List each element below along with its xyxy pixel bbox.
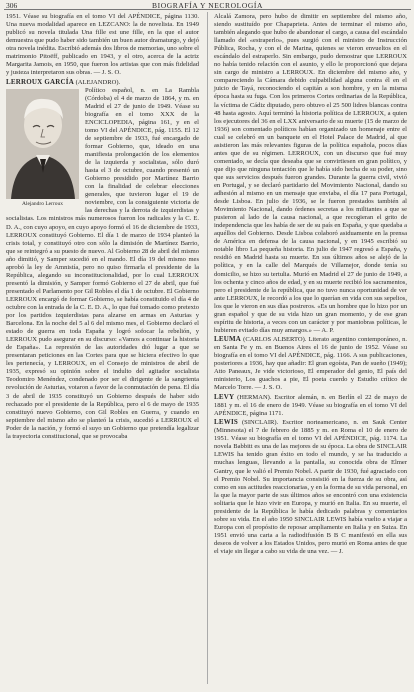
entry-body: Escritor norteamericano, n. en Sauk Center (Minnesota) el 7 de febrero de 1885 y m. en Roma el 10 de enero de 1951. Véase su biografía en el tomo VI del APÉNDICE, pág. 1174. La novela Babbitt es una de las mejores de su época. La obra de SINCLAIR LEWIS ha tenido gran éxito en todo el mundo, y se ha traducido a muchas lenguas, llevando a la pantalla, su conocida obra de Elmer Gantry, que le valió el Premio Nobel. A partir de 1930, fué agraciado con el Premio Nobel. Su importancia consistió en la fuerza de su obra, así como en sus actitudes reaccionarias, y en la forma de su vida personal, en la que la mayor parte de sus últimos años se encontró con una existencia solitaria que le hizo vivir en Europa, y murió en Italia. En su muerte, el presidente de la República le había dedicado palabras y comentarios sobre su vida. En el año 1950 SINCLAIR LEWIS había vuelto a viajar a Europa con el propósito de reposar ampliamente en Italia y en Suiza. En 1951 envió una carta a la radiodifusión B B C manifestó en ella sus deseos de volver a los Estados Unidos, pero murió en Roma antes de que el viaje sin llegar a cabo su vida de una vez. — J. (214, 419, 408, 555)
running-head: BIOGRAFÍA Y NECROLOGÍA (152, 1, 263, 10)
book-page (4, 0, 411, 692)
entry-body: Literato argentino contemporáneo, n. en Santa Fe y m. en Buenos Aires el 16 de junio de 1952. Véase su biografía en el tomo VI del APÉNDICE, pág. 1166. A sus publicaciones, posteriores a 1936, hay que añadir: El gran egoísta, Pan de sueño (1949); Atto Paneaux, Je vide victorioso, El emperador del genio, El país del ministerio, Los guachos a pie, El poeta cuerdo y Estudio crítico de Marcelo Torre. — J. S. O. (214, 336, 407, 392)
entry-lewis (214, 418, 407, 556)
entry-headword: LEUMA (214, 335, 242, 344)
entry-leuma (214, 335, 407, 392)
paragraph-lerroux-body: Político español, n. en La Rambla (Córdoba) el 4 de marzo de 1864, y m. en Madrid el 27 de junio de 1949. Véase su biografía en el tomo XXX de la ENCICLOPEDIA, página 161, y en el tomo VI del APÉNDICE, pág. 1155. El 12 de septiembre de 1933, fué encargado de formar Gobierno, que, ideado en una manifiesta prolongación de los elementos de la izquierda y socialistas, sólo duró hasta el 3 de octubre, cuando presentó un Gobierno presidido por Martínez Barrio con la finalidad de celebrar elecciones generales, que tuvieron lugar el 19 de noviembre, con la consiguiente victoria de las derechas y la derrota de izquierdistas y socialistas. Los ministros más numerosos fueron los radicales y la C. E. D. A., con cuyo apoyo, en cuyo apoyo formó el 16 de diciembre de 1933, LERROUX constituyó Gobierno. El día 1 de marzo de 1934 planteó la crisis total, y constituyó otro con sólo la dimisión de Martínez Barrio, que se reintegró a su puesto de nuevo. Al Gobierno 28 de abril del mismo año dimitió, y Samper sucedió en el mando. El día 19 del mismo mes aprobó la ley de Amnistía, pero no quiso firmarla el presidente de la República, alegando su inconstitucionalidad, por lo cual LERROUX presentó la dimisión, y Samper formó Gobierno el 27 de abril, que fué presentado el Parlamento por Gil Robles el día 1 de octubre. El Gobierno LERROUX encargó de formar Gobierno, se había constituido el día 4 de octubre con la entrada de la C. E. D. A., lo que fué tomado como pretexto por los partidos izquierdistas para alzarse en armas en Asturias y Barcelona. En la noche del 5 al 6 del mismo mes, el Gobierno declaró el estado de guerra en toda España y logró sofocar la rebelión, y LERROUX pudo asegurar en su discurso: «Vamos a continuar la historia de España». La represión de las autoridades dió lugar a que se presentaran peticiones en las Cortes para que se hiciera efectivo lo que les pertenecía, y LERROUX, en el Consejo de ministros de abril de 1935, expresó su opinión sobre el indulto del agitador socialista Teodomiro Menéndez, condenado por ser el dirigente de la sangrienta revolución de Asturias, votaron a favor de la conmutación de pena. El día 3 de abril de 1935 constituyó un Gobierno después de haber sido rechazado por el presidente de la República, pero el 6 de mayo de 1935 constituyó nuevo Gobierno, con Gil Robles en Guerra, y cuando en septiembre del mismo año se planteó la crisis, sucedió a LERROUX el Poder de la nación, y formó el suyo un Gobierno que pretendía legalizar la trayectoria constitucional, que se provocaba (6, 86, 199, 440)
portrait-illustration (6, 89, 79, 199)
right-column (214, 13, 407, 556)
entry-lerroux (6, 78, 199, 87)
entry-headword: LERROUX GARCÍA (6, 77, 74, 86)
entry-body: Escritor alemán, n. en Berlín el 22 de mayo de 1881 y m. el 16 de enero de 1949. Véase su biografía en el tomo VI del APÉNDICE, página 1171. (214, 393, 408, 417)
entry-headword: LEWIS (214, 418, 238, 427)
portrait-photo (6, 89, 79, 199)
paragraph-lerroux-continued: Alcalá Zamora, pero hubo de dimitir en septiembre del mismo año, siendo sustituído por Chapaprieta. Antes de terminar el mismo año, también alegando que hubo de abandonar el cargo, a causa del escándalo llamado del «estraperlo», pues surgió con el ministro de Instrucción Pública, Rocha, y con el de Marina, quienes se vieron envueltos en el escándalo del estraperlo. Sin embargo, pudo demostrar que LERROUX no había tenido relación con el asunto, y ello le proporcionó que dejara sin cargo de ministro a LERROUX. En diciembre del mismo año, y compareciendo la Cámara debido culpabilidad alguna contra él en el juicio de Tayá, reconociendo el capitán a son hombre, y en la misma época hasta su fuga. Con los primeros Cortes ordinarias de la República, la víctima de Cádiz diputado, pero obtuvo el 25 500 lidres blancas contra 48 hasta agosto. Aquí terminó la historia política de LERROUX, a quien los ejecutores del 36 en el LXX aniversario de su muerte (15 de marzo de 1936) son comentado políticos habían organizado un homenaje entre el cual se celebró en un banquete en el Hotel Palace de Madrid, al que asistieron las más relevantes figuras de la política española, pocos días antes que de su régimen. LERROUX, con un discurso que fué muy comentado, se decía que deseaba que se convirtiesen en gran político, y que dijo que ninguna tentación que le había sido hecha de su poder, sino que sus servicios después fueron grandes. Durante la guerra civil, vivió en Portugal, y se declaró partidario del Movimiento Nacional, dando su adhesión al mismo en un mensaje que enviaba, el día 17 para Portugal, desde Lisboa. En julio de 1936, se le fueron prestados también al Movimiento Nacional, dando órdenes secretas a los militantes a que se pusieron al lado de la causa nacional, a que recogieran el grito de independencia que les había de ser de su país en España, y que quedaba a aquéllos del Gobierno. Desde Lisboa colaboró asiduamente en la prensa de América en defensa de la causa nacional, y en 1945 escribió su notable libro La pequeña historia. En julio de 1947 regresó a España, y residió en Madrid hasta su muerte. En sus últimos años se alejó de la política, y en la calle del Marqués de Villamejor, donde tenía su domicilio, se hizo su tertulia. Murió en Madrid el 27 de junio de 1949, a los ochenta y cinco años de edad, y en su muerte recibió los sacramentos, pero el presidente de la república, que no tuvo nunca oportunidad de ver ante LERROUX, le recordó a los que lo querían en vida con sus sepelios, los que le vieron en sus días postreros. «Es un hombre que lo hizo por un gran español y que de su vida hizo un gran momento, y de ese gran espíritu de historia, a veces con un carácter y por maniobras políticas, le hubieren evitado días muy amargos.» — A. P. (214, 13, 407, 334)
page-header (4, 0, 411, 11)
entry-given-name: (HERMAN). (237, 393, 272, 401)
left-column (6, 13, 199, 441)
portrait-caption: Alejandro Lerroux (21, 200, 64, 207)
column-divider (207, 12, 208, 684)
entry-given-name: (SINCLAIR). (242, 419, 279, 427)
entry-given-name: (ALEJANDRO). (75, 78, 121, 86)
entry-headword: LEVY (214, 392, 235, 401)
header-rule (4, 9, 411, 10)
entry-levy (214, 393, 407, 418)
page-number: 306 (6, 1, 18, 10)
paragraph-lezcano-end: 1951. Véase su biografía en el tomo VI del APÉNDICE, página 1130. Una nueva modalidad aparece en LEZCANO: la de novelista. En 1949 publicó su novela titulada Una fille est une fille, en la que el autor demuestra que pudo haber sido también un buen autor dramaturgo, y dejó otra novela inédita. Escribió además dos libros de memorias, uno sobre el matrimonio Pitoëff, publicado en 1943, y el otro, acerca de la actriz Margarita Jamois, en 1950, que fueron los artistas que con más fidelidad y justeza interpretaron sus obras. — J. S. O. (6, 13, 199, 77)
portrait-figure (6, 89, 79, 208)
entry-given-name: (CARLOS ALBERTO). (243, 336, 307, 344)
